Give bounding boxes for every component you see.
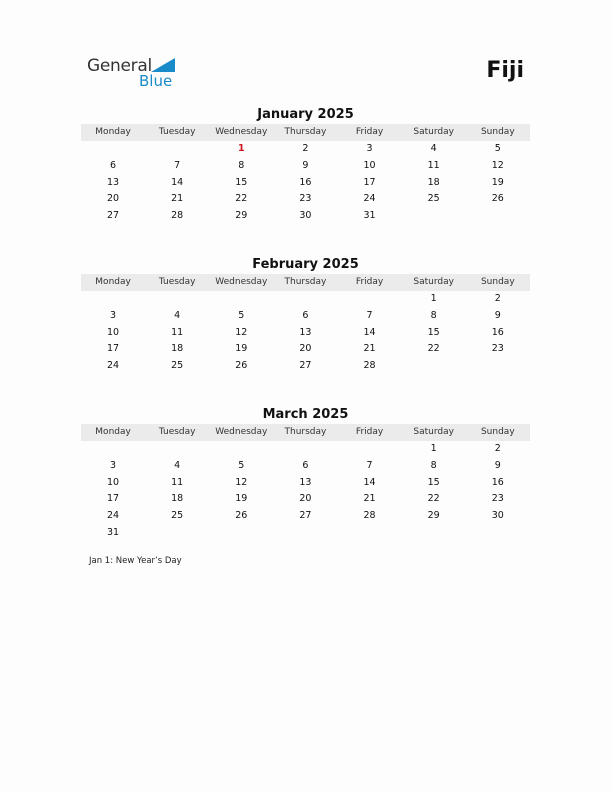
day-cell: 19	[235, 493, 248, 505]
month-calendar	[81, 106, 530, 225]
day-cell: 18	[171, 493, 184, 505]
weekday-label: Monday	[95, 427, 131, 437]
empty-cell	[209, 291, 273, 308]
day-cell: 4	[430, 143, 437, 154]
weekday-label: Sunday	[480, 127, 515, 137]
day-cell: 9	[302, 159, 309, 171]
day-cell: 15	[235, 176, 248, 188]
weekday-label: Wednesday	[215, 127, 268, 137]
week-row	[81, 141, 530, 158]
empty-cell	[145, 141, 209, 158]
month-calendar	[81, 406, 530, 542]
day-cell: 5	[238, 309, 245, 321]
week-row	[81, 325, 530, 342]
day-cell: 1	[238, 143, 245, 154]
day-cell: 28	[363, 360, 376, 372]
day-cell: 10	[363, 159, 376, 171]
day-cell: 2	[302, 143, 309, 154]
day-cell: 25	[171, 360, 184, 372]
day-cell: 19	[491, 176, 504, 188]
day-cell: 13	[107, 176, 120, 188]
day-cell: 12	[491, 159, 504, 171]
empty-cell	[338, 525, 402, 542]
day-cell: 18	[427, 176, 440, 188]
week-row	[81, 208, 530, 225]
empty-cell	[145, 525, 209, 542]
week-row	[81, 441, 530, 458]
weekday-label: Thursday	[284, 127, 327, 137]
day-cell: 23	[299, 193, 312, 205]
day-cell: 25	[427, 193, 440, 205]
empty-cell	[338, 291, 402, 308]
empty-cell	[145, 291, 209, 308]
week-row	[81, 508, 530, 525]
day-cell: 8	[238, 159, 245, 171]
day-cell: 30	[299, 210, 312, 222]
empty-cell	[81, 291, 145, 308]
day-cell: 2	[494, 443, 501, 454]
day-cell: 7	[174, 159, 181, 171]
month-title: March 2025	[262, 407, 349, 422]
day-cell: 16	[491, 476, 504, 488]
day-cell: 18	[171, 343, 184, 355]
day-cell: 1	[430, 293, 437, 304]
day-cell: 9	[494, 309, 501, 321]
week-row	[81, 491, 530, 508]
empty-cell	[81, 441, 145, 458]
weekday-label: Saturday	[413, 127, 454, 137]
weekday-header	[81, 124, 530, 141]
weekday-label: Friday	[355, 427, 384, 437]
weekday-label: Tuesday	[158, 127, 196, 137]
day-cell: 3	[366, 143, 373, 154]
day-cell: 31	[363, 210, 376, 222]
empty-cell	[145, 441, 209, 458]
day-cell: 24	[107, 360, 120, 372]
week-row	[81, 358, 530, 375]
weekday-label: Thursday	[284, 277, 327, 287]
day-cell: 11	[427, 159, 440, 171]
weekday-label: Friday	[355, 127, 384, 137]
day-cell: 10	[107, 476, 120, 488]
weekday-header	[81, 424, 530, 441]
day-cell: 26	[491, 193, 504, 205]
empty-cell	[402, 208, 466, 225]
empty-cell	[273, 525, 337, 542]
logo	[87, 56, 187, 92]
week-row	[81, 475, 530, 492]
country-title: Fiji	[486, 58, 524, 83]
logo-triangle-icon	[151, 58, 175, 72]
logo-text-blue: Blue	[139, 72, 173, 90]
weekday-label: Monday	[95, 127, 131, 137]
day-cell: 26	[235, 510, 248, 522]
day-cell: 21	[363, 493, 376, 505]
empty-cell	[273, 291, 337, 308]
day-cell: 25	[171, 510, 184, 522]
week-row	[81, 175, 530, 192]
day-cell: 28	[171, 210, 184, 222]
day-cell: 27	[299, 360, 312, 372]
empty-cell	[81, 141, 145, 158]
day-cell: 16	[491, 326, 504, 338]
empty-cell	[209, 441, 273, 458]
day-cell: 1	[430, 443, 437, 454]
day-cell: 15	[427, 476, 440, 488]
week-row	[81, 158, 530, 175]
day-cell: 14	[363, 476, 376, 488]
day-cell: 30	[491, 510, 504, 522]
weekday-label: Wednesday	[215, 277, 268, 287]
day-cell: 16	[299, 176, 312, 188]
empty-cell	[338, 441, 402, 458]
day-cell: 21	[363, 343, 376, 355]
day-cell: 19	[235, 343, 248, 355]
day-cell: 27	[107, 210, 120, 222]
weekday-header	[81, 274, 530, 291]
day-cell: 8	[430, 459, 437, 471]
day-cell: 22	[427, 343, 440, 355]
weekday-label: Monday	[95, 277, 131, 287]
day-cell: 14	[363, 326, 376, 338]
day-cell: 31	[107, 526, 120, 538]
day-cell: 2	[494, 293, 501, 304]
day-cell: 6	[302, 459, 309, 471]
day-cell: 8	[430, 309, 437, 321]
day-cell: 24	[107, 510, 120, 522]
day-cell: 26	[235, 360, 248, 372]
day-cell: 29	[427, 510, 440, 522]
day-cell: 29	[235, 210, 248, 222]
day-cell: 4	[174, 309, 181, 321]
weekday-label: Tuesday	[158, 277, 196, 287]
weekday-label: Saturday	[413, 427, 454, 437]
week-row	[81, 458, 530, 475]
day-cell: 3	[110, 309, 117, 321]
month-title: January 2025	[257, 107, 354, 122]
empty-cell	[466, 525, 530, 542]
week-row	[81, 308, 530, 325]
day-cell: 22	[427, 493, 440, 505]
day-cell: 7	[366, 309, 373, 321]
day-cell: 3	[110, 459, 117, 471]
day-cell: 23	[491, 493, 504, 505]
month-title: February 2025	[252, 257, 359, 272]
day-cell: 13	[299, 326, 312, 338]
weekday-label: Tuesday	[158, 427, 196, 437]
holiday-note: Jan 1: New Year’s Day	[89, 556, 182, 566]
empty-cell	[209, 525, 273, 542]
day-cell: 22	[235, 193, 248, 205]
week-row	[81, 291, 530, 308]
empty-cell	[466, 208, 530, 225]
empty-cell	[402, 358, 466, 375]
day-cell: 7	[366, 459, 373, 471]
logo-text-general: General	[87, 56, 152, 76]
day-cell: 6	[110, 159, 117, 171]
month-calendar	[81, 256, 530, 375]
day-cell: 17	[363, 176, 376, 188]
day-cell: 5	[494, 143, 501, 154]
day-cell: 20	[107, 193, 120, 205]
day-cell: 20	[299, 343, 312, 355]
day-cell: 9	[494, 459, 501, 471]
weekday-label: Thursday	[284, 427, 327, 437]
weekday-label: Wednesday	[215, 427, 268, 437]
day-cell: 13	[299, 476, 312, 488]
day-cell: 11	[171, 326, 184, 338]
empty-cell	[273, 441, 337, 458]
day-cell: 4	[174, 459, 181, 471]
day-cell: 17	[107, 493, 120, 505]
day-cell: 28	[363, 510, 376, 522]
week-row	[81, 191, 530, 208]
day-cell: 20	[299, 493, 312, 505]
day-cell: 12	[235, 476, 248, 488]
week-row	[81, 341, 530, 358]
day-cell: 17	[107, 343, 120, 355]
weekday-label: Sunday	[480, 277, 515, 287]
day-cell: 11	[171, 476, 184, 488]
day-cell: 5	[238, 459, 245, 471]
empty-cell	[402, 525, 466, 542]
day-cell: 27	[299, 510, 312, 522]
day-cell: 6	[302, 309, 309, 321]
day-cell: 21	[171, 193, 184, 205]
day-cell: 15	[427, 326, 440, 338]
day-cell: 10	[107, 326, 120, 338]
day-cell: 12	[235, 326, 248, 338]
weekday-label: Sunday	[480, 427, 515, 437]
empty-cell	[466, 358, 530, 375]
week-row	[81, 525, 530, 542]
day-cell: 24	[363, 193, 376, 205]
day-cell: 14	[171, 176, 184, 188]
weekday-label: Friday	[355, 277, 384, 287]
weekday-label: Saturday	[413, 277, 454, 287]
day-cell: 23	[491, 343, 504, 355]
